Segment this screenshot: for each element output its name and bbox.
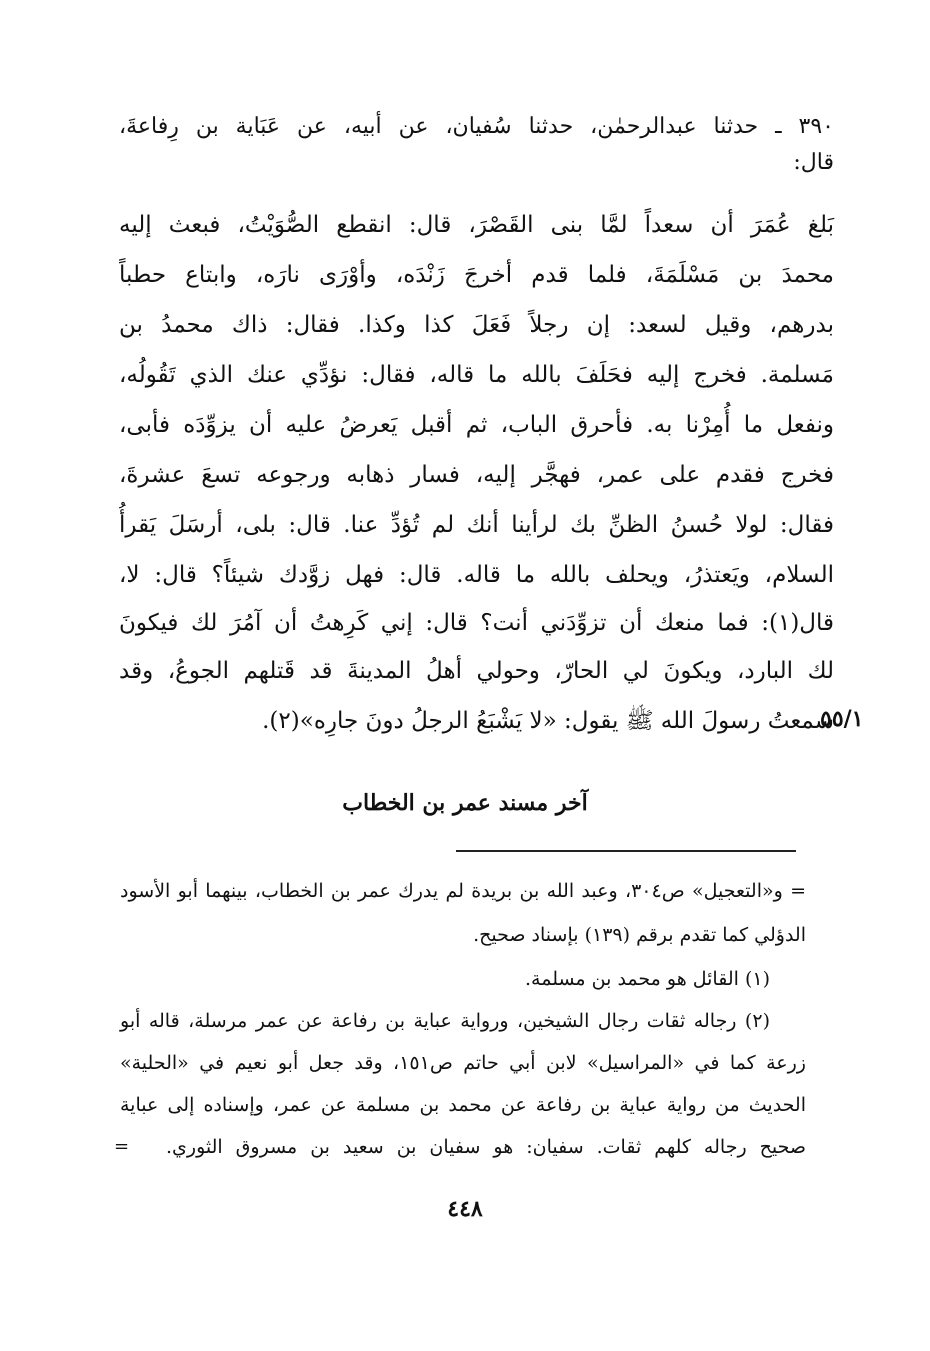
hadith-body-line-1: بَلغ عُمَرَ أن سعداً لمَّا بنى القَصْرَ، قال: انقطع الصُّوَيْتُ، فبعث إليه bbox=[119, 212, 834, 238]
footnote-continues-mark: = bbox=[114, 1136, 130, 1157]
hadith-body-line-3: بدرهم، وقيل لسعد: إن رجلاً فَعَلَ كذا وكذا. فقال: ذاك محمدُ بن bbox=[119, 312, 834, 338]
hadith-intro-line-1: ٣٩٠ ـ حدثنا عبدالرحمٰن، حدثنا سُفيان، عن أبيه، عن عَبَاية بن رِفاعةَ، bbox=[119, 114, 834, 139]
marginal-page-reference: ٥٥/١ bbox=[820, 706, 864, 732]
section-end-title: آخر مسند عمر بن الخطاب bbox=[342, 790, 588, 816]
footnote-2-line-3: الحديث من رواية عباية بن رفاعة عن محمد بن مسلمة عن عمر، وإسناده إلى عباية bbox=[120, 1094, 806, 1116]
footnote-1: (١) القائل هو محمد بن مسلمة. bbox=[524, 968, 770, 990]
footnote-separator bbox=[456, 850, 796, 852]
hadith-intro-line-2: قال: bbox=[793, 150, 834, 175]
hadith-body-line-10: لك البارد، ويكونَ لي الحارّ، وحولي أهلُ المدينةَ قد قَتلهم الجوعُ، وقد bbox=[119, 658, 834, 684]
hadith-body-line-4: مَسلمة. فخرج إليه فحَلَفَ بالله ما قاله، فقال: نؤدِّي عنك الذي تَقُولُه، bbox=[119, 362, 834, 388]
hadith-body-line-7: فقال: لولا حُسنُ الظنِّ بك لرأينا أنك لم تُؤدِّ عنا. قال: بلى، أرسَلَ يَقرأُ bbox=[119, 512, 834, 538]
hadith-body-line-9: قال(١): فما منعك أن تزوِّدَني أنت؟ قال: إني كَرِهتُ أن آمُرَ لك فيكونَ bbox=[119, 610, 834, 636]
hadith-body-line-2: محمدَ بن مَسْلَمَةَ، فلما قدم أخرجَ زَنْدَه، وأوْرَى نارَه، وابتاع حطباً bbox=[119, 262, 834, 288]
footnote-2-line-2: زرعة كما في «المراسيل» لابن أبي حاتم ص١٥١، وقد جعل أبو نعيم في «الحلية» bbox=[120, 1052, 806, 1074]
page-number: ٤٤٨ bbox=[447, 1196, 483, 1222]
footnote-continuation-line-1: = و«التعجيل» ص٣٠٤، وعبد الله بن بريدة لم يدرك عمر بن الخطاب، بينهما أبو الأسود bbox=[120, 880, 806, 902]
hadith-body-line-11: سمعتُ رسولَ الله ﷺ يقول: «لا يَشْبَعُ الرجلُ دونَ جارِه»(٢). bbox=[262, 708, 834, 734]
footnote-2-line-1: (٢) رجاله ثقات رجال الشيخين، ورواية عباية بن رفاعة عن عمر مرسلة، قاله أبو bbox=[120, 1010, 770, 1032]
footnote-2-line-4: صحيح رجاله كلهم ثقات. سفيان: هو سفيان بن سعيد بن مسروق الثوري. bbox=[166, 1136, 806, 1158]
footnote-continuation-line-2: الدؤلي كما تقدم برقم (١٣٩) بإسناد صحيح. bbox=[473, 924, 806, 946]
hadith-body-line-6: فخرج فقدم على عمر، فهجَّر إليه، فسار ذهابه ورجوعه تسعَ عشرةَ، bbox=[119, 462, 834, 488]
hadith-body-line-5: ونفعل ما أُمِرْنا به. فأحرق الباب، ثم أقبل يَعرضُ عليه أن يزوِّدَه فأبى، bbox=[119, 412, 834, 438]
hadith-body-line-8: السلام، ويَعتذرُ، ويحلف بالله ما قاله. قال: فهل زوَّدك شيئاً؟ قال: لا، bbox=[119, 562, 834, 588]
